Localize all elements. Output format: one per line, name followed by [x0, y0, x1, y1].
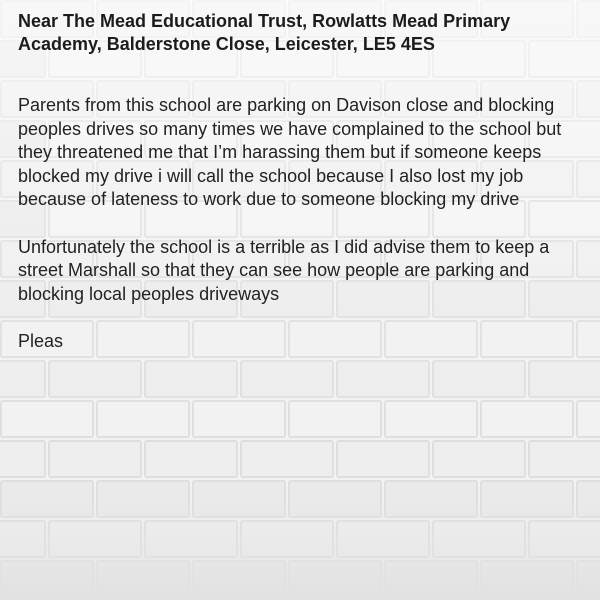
- report-paragraph: Pleas: [18, 331, 64, 351]
- report-location-heading: Near The Mead Educational Trust, Rowlatts Mead Primary Academy, Balderstone Close, Leicester, LE5 4ES: [18, 11, 511, 54]
- report-message: [18, 94, 590, 354]
- report-paragraph: Parents from this school are parking on Davison close and blocking peoples drives so many times we have complained to the school but they threatened me that I’m harassing them but if someone keeps blocked my drive i will call the school because I also lost my job because of lateness to work due to someone blocking my drive: [18, 95, 562, 209]
- report-paragraph: Unfortunately the school is a terrible as I did advise them to keep a street Marshall so that they can see how people are parking and blocking local peoples driveways: [18, 236, 550, 304]
